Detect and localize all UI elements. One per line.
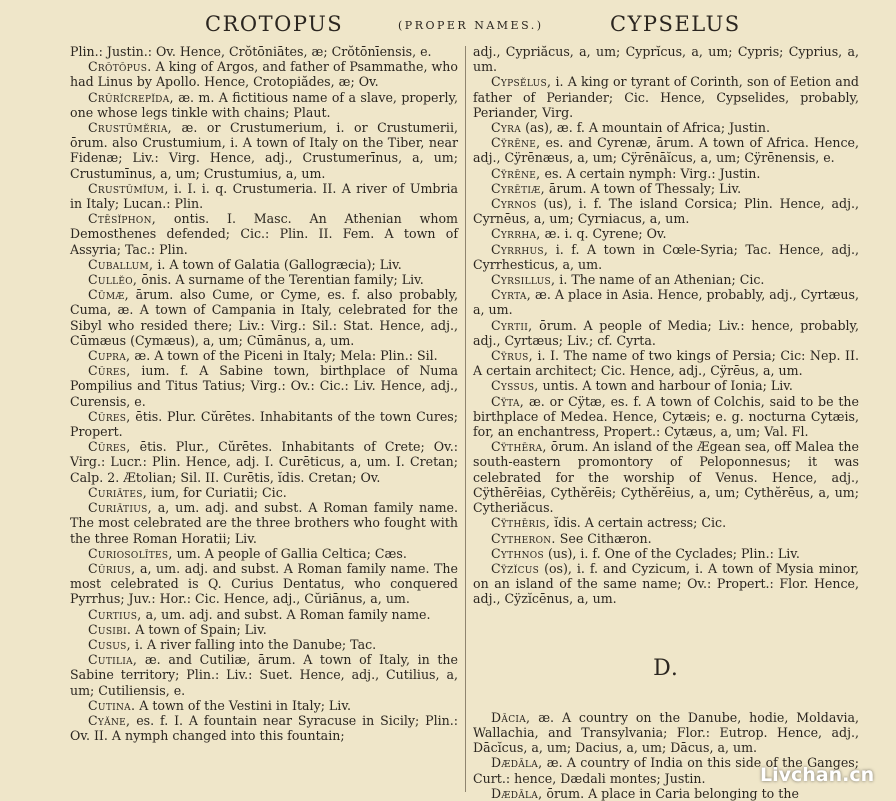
entry-headword: Crŏtŏpus.: [88, 59, 152, 75]
dictionary-entry: [70, 439, 458, 485]
dictionary-entry: [70, 44, 458, 59]
dictionary-entry: [473, 531, 859, 546]
dictionary-entry: [473, 120, 859, 135]
dictionary-entry: [473, 181, 859, 196]
dictionary-entry: [70, 90, 458, 120]
entry-text: i. f. A town in Cœle-Syria; Tac. Hence, adj., Cyrrhesticus, a, um.: [473, 241, 859, 272]
entry-text: ārum. also Cume, or Cyme, es. f. also probably, Cuma, æ. A town of Campania in Italy, celebrated for the Sibyl who resided there; Liv.: Virg.: Sil.: Stat. Hence, adj., Cūmæus (Cymæus), a, um; Cūmānus, a, um.: [70, 287, 458, 348]
dictionary-entry: [70, 561, 458, 607]
watermark: Livchan.cn: [760, 764, 875, 786]
dictionary-entry: [70, 546, 458, 561]
entry-headword: Crustŭmĭum,: [88, 180, 169, 196]
entry-text: æ. or Crustumerium, i. or Crustumerii, ōrum. also Crustumium, i. A town of Italy on the Tiber, near Fidenæ; Liv.: Virg. Hence, adj., Crustumerīnus, a, um; Crustumīnus, a, um; Crustumius, a, um.: [70, 120, 458, 181]
entry-text: æ. and Cutiliæ, ārum. A town of Italy, in the Sabine territory; Plin.: Liv.: Suet. Hence, adj., Cutilius, a, um; Cutiliensis, e.: [70, 652, 458, 698]
entry-headword: Cutina.: [88, 697, 136, 713]
entry-headword: Crŭrĭcrepĭda,: [88, 89, 174, 105]
entry-headword: Cyssus,: [491, 378, 539, 394]
entry-text: ĭdis. A certain actress; Cic.: [550, 515, 727, 531]
entry-text: æ. A town of the Piceni in Italy; Mela: Plin.: Sil.: [130, 348, 438, 364]
entry-headword: Cÿrēne,: [491, 165, 541, 181]
entry-headword: Cypsĕlus,: [491, 74, 552, 90]
entry-headword: Cÿthēris,: [491, 515, 551, 531]
dictionary-entry: [70, 409, 458, 439]
section-label: (PROPER NAMES.): [398, 19, 544, 32]
entry-text: See Cithæron.: [555, 530, 652, 546]
dictionary-entry: [70, 257, 458, 272]
entry-text: es. A certain nymph: Virg.: Justin.: [540, 165, 761, 181]
dictionary-entry: [70, 500, 458, 546]
entry-headword: Cŭres,: [88, 408, 131, 424]
entry-text: A town of Spain; Liv.: [131, 621, 267, 637]
dictionary-entry: [70, 698, 458, 713]
entry-text: i. A town of Galatia (Gallogræcia); Liv.: [153, 256, 402, 272]
entry-headword: Cupra,: [88, 348, 131, 364]
entry-text: i. I. i. q. Crustumeria. II. A river of Umbria in Italy; Lucan.: Plin.: [70, 180, 458, 212]
entry-headword: Cusus,: [88, 636, 131, 652]
entry-headword: Dācia,: [491, 709, 531, 725]
entry-headword: Cyrrha,: [491, 226, 541, 242]
entry-text: um. A people of Gallia Celtica; Cæs.: [172, 545, 407, 561]
entry-headword: Dædāla,: [491, 785, 543, 801]
entry-headword: Crustŭmĕria,: [88, 120, 172, 136]
entry-headword: Cyrtii,: [491, 317, 533, 333]
dictionary-entry: [473, 515, 859, 530]
entry-text: i. The name of an Athenian; Cic.: [555, 272, 765, 288]
dictionary-entry: [473, 166, 859, 181]
right-column: [473, 44, 859, 801]
dictionary-entry: [473, 378, 859, 393]
entry-headword: Cutilia,: [88, 652, 138, 668]
page-header: [0, 12, 896, 42]
entry-text: es. f. I. A fountain near Syracuse in Sicily; Plin.: Ov. II. A nymph changed into this fountain;: [70, 712, 458, 744]
entry-text: æ. A place in Asia. Hence, probably, adj., Cyrtæus, a, um.: [473, 287, 859, 318]
entry-headword: Cÿrēne,: [491, 135, 541, 151]
entry-text: ārum. A town of Thessaly; Liv.: [544, 180, 742, 196]
dictionary-entry: [70, 622, 458, 637]
dictionary-entry: [473, 439, 859, 515]
entry-headword: Dædāla,: [491, 755, 543, 771]
left-running-head: CROTOPUS: [205, 12, 344, 36]
dictionary-entry: [473, 394, 859, 440]
entry-text: (us), i. f. One of the Cyclades; Plin.: Liv.: [543, 545, 800, 561]
entry-headword: Cusibi.: [88, 621, 132, 637]
dictionary-entry: [70, 59, 458, 89]
entry-headword: Cyrētiæ,: [491, 180, 545, 196]
dictionary-entry: [70, 363, 458, 409]
entry-headword: Cŭres,: [88, 363, 131, 379]
right-entries: [473, 44, 859, 607]
left-column: [70, 44, 458, 743]
entry-headword: Cyăne,: [88, 712, 131, 728]
dictionary-entry: [70, 181, 458, 211]
entry-text: A king of Argos, and father of Psammathe, who had Linus by Apollo. Hence, Crotopiădes, æ; Ov.: [70, 59, 458, 90]
entry-headword: Curtius,: [88, 606, 142, 622]
right-entries-after: [473, 710, 859, 801]
dictionary-entry: [70, 607, 458, 622]
entry-text: a, um. adj. and subst. A Roman family name. The most celebrated is Q. Curius Dentatus, who conquered Pyrrhus; Juv.: Hor.: Cic. Hence, adj., Cŭriānus, a, um.: [70, 560, 458, 607]
dictionary-entry: [70, 272, 458, 287]
entry-headword: Cÿta,: [491, 393, 525, 409]
entry-headword: Cyrta,: [491, 287, 532, 303]
column-divider: [465, 46, 466, 792]
entry-text: ontis. I. Masc. An Athenian whom Demosthenes defended; Cic.: Plin. II. Fem. A town of Assyria; Tac.: Plin.: [70, 211, 458, 257]
entry-text: es. and Cyrenæ, ārum. A town of Africa. Hence, adj., Cÿrēnæus, a, um; Cÿrēnāĭcus, a, um; Cÿrēnensis, e.: [473, 135, 859, 166]
entry-text: adj., Cypriăcus, a, um; Cyprĭcus, a, um; Cypris; Cyprius, a, um.: [473, 44, 859, 75]
dictionary-entry: [473, 196, 859, 226]
entry-headword: Cÿthēra,: [491, 439, 547, 455]
dictionary-entry: [70, 120, 458, 181]
dictionary-entry: [473, 242, 859, 272]
dictionary-entry: [70, 211, 458, 257]
entry-headword: Cÿzĭcus: [491, 560, 540, 576]
entry-text: i. A river falling into the Danube; Tac.: [130, 636, 377, 652]
dictionary-entry: [473, 135, 859, 165]
entry-text: (as), æ. f. A mountain of Africa; Justin.: [521, 120, 770, 136]
entry-text: Plin.: Justin.: Ov. Hence, Crŏtōniātes, æ; Crŏtōnīensis, e.: [70, 44, 432, 59]
dictionary-entry: [473, 561, 859, 607]
entry-headword: Cyrnos: [491, 196, 537, 212]
entry-text: æ. or Cÿtæ, es. f. A town of Colchis, said to be the birthplace of Medea. Hence, Cytæis; e. g. nocturna Cytæis, for, an enchantress, Propert.: Cytæus, a, um; Val. Fl.: [473, 393, 859, 440]
right-running-head: CYPSELUS: [610, 12, 741, 36]
entry-headword: Curiosolītes,: [88, 545, 173, 561]
dictionary-entry: [70, 652, 458, 698]
entry-text: ētis. Plur. Cŭrētes. Inhabitants of the town Cures; Propert.: [70, 408, 458, 440]
entry-headword: Ctēsĭphon,: [88, 211, 157, 227]
dictionary-entry: [70, 348, 458, 363]
dictionary-entry: [70, 637, 458, 652]
entry-text: ētis. Plur., Cŭrētes. Inhabitants of Crete; Ov.: Virg.: Lucr.: Plin. Hence, adj. I. Curēticus, a, um. I. Cretan; Calp. 2. Ætolian; Sil. II. Curētis, ĭdis. Cretan; Ov.: [70, 439, 458, 485]
entry-headword: Cŭres,: [88, 439, 131, 455]
entry-text: ōrum. A place in Caria belonging to the: [542, 785, 799, 801]
entry-text: a, um. adj. and subst. A Roman family name.: [141, 606, 431, 622]
entry-headword: Cūmæ,: [88, 287, 129, 303]
dictionary-entry: [473, 546, 859, 561]
entry-headword: Cyra: [491, 120, 522, 136]
entry-headword: Cŭrius,: [88, 560, 136, 576]
dictionary-entry: [473, 74, 859, 120]
dictionary-entry: [473, 318, 859, 348]
dictionary-entry: [70, 713, 458, 743]
entry-headword: Cytheron.: [491, 530, 556, 546]
entry-text: (us), i. f. The island Corsica; Plin. Hence, adj., Cyrnēus, a, um; Cyrniacus, a, um.: [473, 196, 859, 227]
entry-text: ium. f. A Sabine town, birthplace of Numa Pompilius and Titus Tatius; Virg.: Ov.: Cic.: Liv. Hence, adj., Curensis, e.: [70, 363, 458, 409]
entry-headword: Cyrrhus,: [491, 241, 549, 257]
section-letter: D.: [653, 655, 679, 681]
entry-headword: Curiātes,: [88, 484, 148, 500]
entry-text: ium, for Curiatii; Cic.: [147, 484, 287, 500]
dictionary-entry: [473, 348, 859, 378]
entry-text: ōnis. A surname of the Terentian family; Liv.: [137, 272, 424, 288]
entry-text: i. A king or tyrant of Corinth, son of Eetion and father of Periander; Cic. Hence, Cypselides, probably, Periander, Virg.: [473, 74, 859, 120]
entry-headword: Cythnos: [491, 545, 544, 561]
entry-text: æ. i. q. Cyrene; Ov.: [540, 226, 667, 242]
entry-text: æ. A country of India on this side of the Ganges; Curt.: hence, Dædali montes; Justin.: [473, 755, 859, 786]
entry-text: æ. m. A fictitious name of a slave, properly, one whose legs tinkle with chains; Plaut.: [70, 89, 458, 120]
dictionary-entry: [473, 226, 859, 241]
entry-text: a, um. adj. and subst. A Roman family name. The most celebrated are the three brothers who fought with the three Roman Horatii; Liv.: [70, 500, 458, 546]
entry-text: ōrum. An island of the Ægean sea, off Malea the south-eastern promontory of Peloponnesus; it was celebrated for the worship of Venus. Hence, adj., Cÿthērēias, Cythĕrēis; Cythĕrēius, a, um; Cythĕrēus, a, um; Cytheriăcus.: [473, 439, 859, 516]
entry-text: ōrum. A people of Media; Liv.: hence, probably, adj., Cyrtæus; Liv.; cf. Cyrta.: [473, 317, 859, 348]
entry-text: i. I. The name of two kings of Persia; Cic: Nep. II. A certain architect; Cic. Hence, adj., Cÿrēus, a, um.: [473, 348, 859, 379]
entry-text: (os), i. f. and Cyzicum, i. A town of Mysia minor, on an island of the same name; Ov.: Propert.: Flor. Hence, adj., Cÿzĭcēnus, a, um.: [473, 560, 859, 607]
dictionary-entry: [70, 485, 458, 500]
entry-text: A town of the Vestini in Italy; Liv.: [135, 697, 351, 713]
entry-headword: Curiātius,: [88, 500, 152, 516]
entry-text: æ. A country on the Danube, hodie, Moldavia, Wallachia, and Transylvania; Flor.: Eutrop. Hence, adj., Dācĭcus, a, um; Dacius, a, um; Dācus, a, um.: [473, 709, 859, 756]
dictionary-entry: [70, 287, 458, 348]
dictionary-entry: [473, 786, 859, 801]
dictionary-entry: [473, 44, 859, 74]
entry-headword: Cÿrus,: [491, 348, 533, 364]
dictionary-entry: [473, 287, 859, 317]
entry-headword: Cullĕo,: [88, 272, 138, 288]
dictionary-entry: [473, 710, 859, 756]
entry-text: untis. A town and harbour of Ionia; Liv.: [538, 378, 793, 394]
entry-headword: Cyrsillus,: [491, 272, 556, 288]
entry-headword: Cuballum,: [88, 256, 154, 272]
dictionary-entry: [473, 272, 859, 287]
